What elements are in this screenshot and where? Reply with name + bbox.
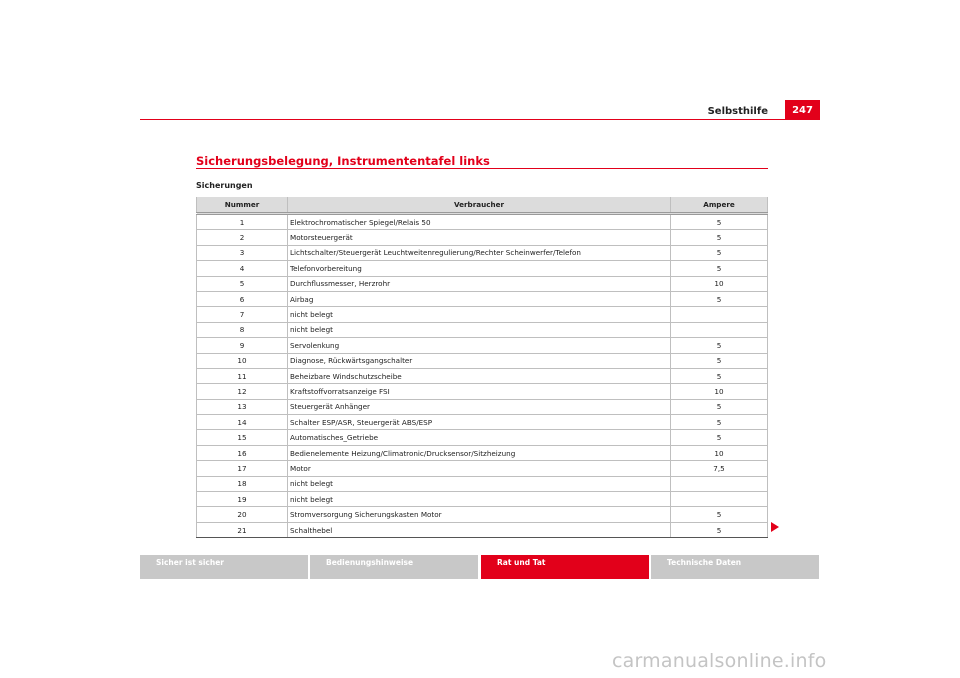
- table-row: [197, 461, 768, 476]
- fuse-consumer-cell: Motor: [288, 461, 671, 476]
- fuse-ampere-cell: 5: [671, 291, 768, 306]
- fuse-number-cell: 5: [197, 276, 288, 291]
- fuse-consumer-cell: Schalthebel: [288, 522, 671, 537]
- fuse-consumer-cell: Beheizbare Windschutzscheibe: [288, 368, 671, 383]
- fuse-number-cell: 8: [197, 322, 288, 337]
- table-row: [197, 445, 768, 460]
- table-row: [197, 307, 768, 322]
- fuse-ampere-cell: [671, 322, 768, 337]
- fuse-ampere-cell: 10: [671, 384, 768, 399]
- fuse-number-cell: 2: [197, 230, 288, 245]
- column-header-consumer: Verbraucher: [288, 197, 671, 214]
- table-row: [197, 214, 768, 230]
- fuse-number-cell: 6: [197, 291, 288, 306]
- fuse-ampere-cell: 5: [671, 415, 768, 430]
- table-row: [197, 384, 768, 399]
- fuse-consumer-cell: Kraftstoffvorratsanzeige FSI: [288, 384, 671, 399]
- fuse-consumer-cell: Steuergerät Anhänger: [288, 399, 671, 414]
- fuse-number-cell: 15: [197, 430, 288, 445]
- fuse-number-cell: 16: [197, 445, 288, 460]
- fuse-ampere-cell: 5: [671, 399, 768, 414]
- table-row: [197, 430, 768, 445]
- fuse-number-cell: 17: [197, 461, 288, 476]
- table-row: [197, 276, 768, 291]
- column-header-ampere: Ampere: [671, 197, 768, 214]
- watermark-text: carmanualsonline.info: [612, 650, 827, 672]
- table-row: [197, 291, 768, 306]
- fuse-consumer-cell: nicht belegt: [288, 307, 671, 322]
- fuse-ampere-cell: 5: [671, 230, 768, 245]
- fuse-number-cell: 1: [197, 214, 288, 230]
- fuse-number-cell: 12: [197, 384, 288, 399]
- table-row: [197, 338, 768, 353]
- footer-tab-help[interactable]: Rat und Tat: [481, 555, 649, 579]
- fuse-consumer-cell: Automatisches_Getriebe: [288, 430, 671, 445]
- section-divider: [196, 168, 768, 169]
- fuse-table: [196, 197, 768, 538]
- next-page-arrow-icon[interactable]: [771, 522, 779, 532]
- fuse-number-cell: 9: [197, 338, 288, 353]
- fuse-consumer-cell: Servolenkung: [288, 338, 671, 353]
- fuse-ampere-cell: 5: [671, 261, 768, 276]
- footer-tab-safety[interactable]: Sicher ist sicher: [140, 555, 308, 579]
- fuse-consumer-cell: Airbag: [288, 291, 671, 306]
- fuse-number-cell: 13: [197, 399, 288, 414]
- table-header-row: [197, 197, 768, 214]
- table-row: [197, 507, 768, 522]
- fuse-consumer-cell: Durchflussmesser, Herzrohr: [288, 276, 671, 291]
- fuse-ampere-cell: 7,5: [671, 461, 768, 476]
- fuse-number-cell: 18: [197, 476, 288, 491]
- table-row: [197, 322, 768, 337]
- table-caption: Sicherungen: [196, 181, 253, 190]
- fuse-number-cell: 3: [197, 245, 288, 260]
- table-row: [197, 522, 768, 537]
- fuse-ampere-cell: 5: [671, 214, 768, 230]
- fuse-ampere-cell: [671, 307, 768, 322]
- table-row: [197, 399, 768, 414]
- fuse-ampere-cell: 5: [671, 245, 768, 260]
- fuse-ampere-cell: 5: [671, 353, 768, 368]
- fuse-ampere-cell: 5: [671, 430, 768, 445]
- fuse-number-cell: 10: [197, 353, 288, 368]
- fuse-number-cell: 4: [197, 261, 288, 276]
- fuse-number-cell: 20: [197, 507, 288, 522]
- fuse-number-cell: 19: [197, 492, 288, 507]
- fuse-consumer-cell: Diagnose, Rückwärtsgangschalter: [288, 353, 671, 368]
- footer-tab-technical-data[interactable]: Technische Daten: [651, 555, 819, 579]
- fuse-ampere-cell: 5: [671, 338, 768, 353]
- footer-tab-operation[interactable]: Bedienungshinweise: [310, 555, 478, 579]
- table-row: [197, 415, 768, 430]
- fuse-consumer-cell: Lichtschalter/Steuergerät Leuchtweitenregulierung/Rechter Scheinwerfer/Telefon: [288, 245, 671, 260]
- section-title: Sicherungsbelegung, Instrumententafel links: [196, 154, 490, 168]
- fuse-ampere-cell: 10: [671, 445, 768, 460]
- table-row: [197, 261, 768, 276]
- page-header-title: Selbsthilfe: [707, 106, 768, 117]
- fuse-ampere-cell: [671, 476, 768, 491]
- table-row: [197, 245, 768, 260]
- fuse-ampere-cell: 5: [671, 368, 768, 383]
- column-header-number: Nummer: [197, 197, 288, 214]
- table-row: [197, 353, 768, 368]
- fuse-consumer-cell: Stromversorgung Sicherungskasten Motor: [288, 507, 671, 522]
- fuse-consumer-cell: nicht belegt: [288, 476, 671, 491]
- fuse-consumer-cell: Motorsteuergerät: [288, 230, 671, 245]
- fuse-ampere-cell: [671, 492, 768, 507]
- page-number-badge: 247: [785, 100, 820, 120]
- fuse-consumer-cell: nicht belegt: [288, 322, 671, 337]
- fuse-ampere-cell: 5: [671, 522, 768, 537]
- fuse-consumer-cell: Elektrochromatischer Spiegel/Relais 50: [288, 214, 671, 230]
- table-row: [197, 492, 768, 507]
- fuse-consumer-cell: Telefonvorbereitung: [288, 261, 671, 276]
- fuse-number-cell: 21: [197, 522, 288, 537]
- fuse-ampere-cell: 5: [671, 507, 768, 522]
- fuse-consumer-cell: Bedienelemente Heizung/Climatronic/Drucksensor/Sitzheizung: [288, 445, 671, 460]
- fuse-number-cell: 11: [197, 368, 288, 383]
- table-row: [197, 368, 768, 383]
- fuse-number-cell: 14: [197, 415, 288, 430]
- fuse-ampere-cell: 10: [671, 276, 768, 291]
- table-row: [197, 230, 768, 245]
- table-row: [197, 476, 768, 491]
- fuse-consumer-cell: nicht belegt: [288, 492, 671, 507]
- fuse-consumer-cell: Schalter ESP/ASR, Steuergerät ABS/ESP: [288, 415, 671, 430]
- fuse-number-cell: 7: [197, 307, 288, 322]
- header-divider: [140, 119, 820, 120]
- fuse-table-body: [197, 214, 768, 538]
